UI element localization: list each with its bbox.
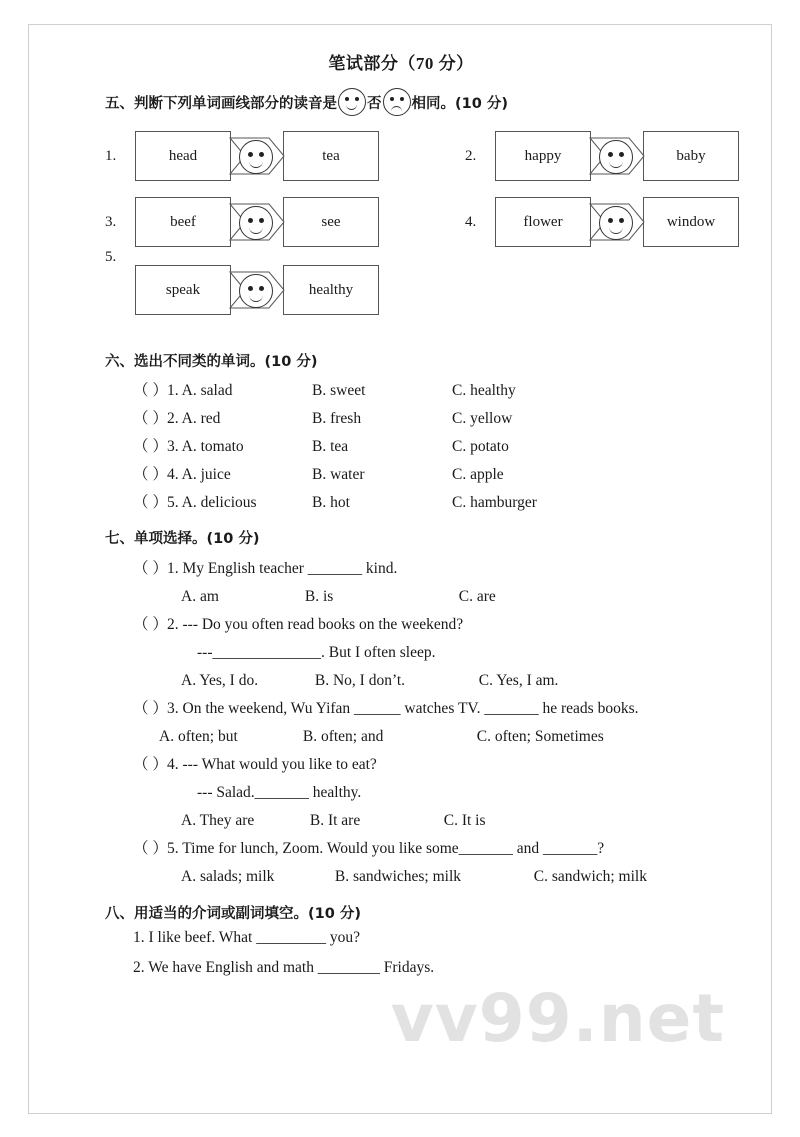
answer-paren[interactable]: （ ） — [133, 700, 168, 717]
option-b[interactable]: B. No, I don’t. — [314, 672, 406, 689]
word-pair-area — [29, 130, 773, 316]
option-a-label: A. juice — [181, 466, 231, 483]
section-8-heading: 八、用适当的介词或副词填空。(10 分) — [105, 906, 361, 922]
page-title: 笔试部分（70 分） — [328, 54, 474, 73]
pair-row — [105, 249, 773, 316]
word-box-right — [643, 197, 739, 247]
option-b[interactable]: B. It are — [309, 812, 361, 829]
question-row — [133, 461, 773, 489]
word-pair-3 — [105, 197, 379, 247]
option-b[interactable]: B. fresh — [312, 410, 362, 427]
face-icon — [599, 206, 633, 240]
word-left: speak — [165, 281, 201, 298]
pair-row — [105, 130, 773, 182]
choice-row — [181, 807, 773, 834]
section-7-heading: 七、单项选择。(10 分) — [105, 531, 260, 547]
word-box-left — [135, 131, 231, 181]
word-right: see — [321, 213, 341, 230]
option-a[interactable] — [167, 461, 312, 489]
pair-row — [105, 196, 773, 248]
option-b[interactable]: B. water — [312, 466, 365, 483]
option-a[interactable] — [167, 433, 312, 461]
pair-number: 3. — [105, 213, 117, 230]
word-box-right — [283, 197, 379, 247]
word-box-left — [135, 197, 231, 247]
word-box-right — [283, 265, 379, 315]
face-icon — [239, 206, 273, 240]
word-pair-4 — [465, 197, 739, 247]
question-row — [133, 377, 773, 405]
word-pair-1 — [105, 131, 379, 181]
option-a[interactable]: A. salads; milk — [181, 868, 275, 885]
answer-paren[interactable]: （ ） — [133, 756, 168, 773]
option-c[interactable]: C. potato — [452, 438, 509, 455]
option-a[interactable] — [167, 405, 312, 433]
option-b[interactable]: B. tea — [312, 438, 349, 455]
word-left: head — [168, 147, 198, 164]
option-c[interactable]: C. often; Sometimes — [476, 728, 604, 745]
fill-blank-row[interactable]: 2. We have English and math ________ Fridays. — [133, 959, 435, 976]
question-stem: 3. On the weekend, Wu Yifan ______ watches TV. _______ he reads books. — [167, 700, 639, 717]
option-c[interactable]: C. are — [458, 588, 496, 605]
question-extra: --- Salad._______ healthy. — [197, 784, 362, 801]
section-6-list — [29, 377, 773, 517]
judgement-arrow[interactable] — [229, 271, 285, 309]
answer-paren[interactable]: （ ） — [133, 840, 168, 857]
word-right: healthy — [308, 281, 354, 298]
option-a-label: A. salad — [181, 382, 233, 399]
face-icon — [239, 274, 273, 308]
smiley-face-icon — [338, 88, 366, 116]
choice-row — [159, 723, 773, 750]
option-a[interactable]: A. am — [181, 588, 219, 605]
option-b[interactable]: B. sandwiches; milk — [334, 868, 462, 885]
watermark: vv99.net — [390, 980, 725, 1057]
option-a[interactable] — [167, 489, 312, 517]
question-stem: 1. My English teacher _______ kind. — [167, 560, 398, 577]
option-c[interactable]: C. yellow — [452, 410, 513, 427]
question-stem-row — [133, 834, 773, 863]
option-a-label: A. red — [181, 410, 221, 427]
option-c[interactable]: C. apple — [452, 466, 504, 483]
word-right: tea — [322, 147, 340, 164]
judgement-arrow[interactable] — [229, 137, 285, 175]
option-a-label: A. delicious — [181, 494, 257, 511]
option-b[interactable]: B. hot — [312, 494, 350, 511]
option-b[interactable]: B. is — [304, 588, 334, 605]
answer-paren[interactable]: （ ） — [133, 560, 168, 577]
question-stem-row — [133, 694, 773, 723]
pair-number: 5. — [105, 249, 117, 265]
pair-number: 4. — [465, 213, 477, 230]
word-box-left — [495, 197, 591, 247]
question-stem: 4. --- What would you like to eat? — [167, 756, 377, 773]
choice-row — [181, 667, 773, 694]
option-a[interactable] — [167, 377, 312, 405]
word-left: beef — [170, 213, 196, 230]
judgement-arrow[interactable] — [589, 203, 645, 241]
question-stem-row — [133, 750, 773, 779]
option-a-label: A. tomato — [181, 438, 244, 455]
word-box-right — [283, 131, 379, 181]
frowny-face-icon — [383, 88, 411, 116]
answer-paren[interactable]: （ ） — [133, 382, 168, 399]
question-row — [133, 489, 773, 517]
question-row — [133, 433, 773, 461]
word-pair-5 — [105, 249, 379, 315]
face-icon — [599, 140, 633, 174]
word-right: window — [666, 213, 716, 230]
section-6-heading: 六、选出不同类的单词。(10 分) — [105, 354, 318, 370]
page-inner — [29, 25, 773, 1115]
section-5-heading-post: 相同。(10 分) — [411, 95, 508, 112]
word-pair-2 — [465, 131, 739, 181]
q-number: 1. — [167, 382, 179, 399]
q-number: 4. — [167, 466, 179, 483]
fill-blank-row[interactable]: 1. I like beef. What _________ you? — [133, 929, 360, 946]
option-b[interactable]: B. often; and — [302, 728, 384, 745]
option-c[interactable]: C. Yes, I am. — [478, 672, 559, 689]
q-number: 3. — [167, 438, 179, 455]
option-c[interactable]: C. healthy — [452, 382, 516, 399]
section-7-list — [29, 554, 773, 890]
answer-paren[interactable]: （ ） — [133, 410, 168, 427]
question-stem: 2. --- Do you often read books on the weekend? — [167, 616, 464, 633]
option-b[interactable]: B. sweet — [312, 382, 366, 399]
question-stem-row — [133, 554, 773, 583]
question-row — [133, 405, 773, 433]
word-box-left — [135, 265, 231, 315]
word-box-left — [495, 131, 591, 181]
word-left: flower — [523, 213, 563, 230]
option-a[interactable]: A. Yes, I do. — [181, 672, 259, 689]
answer-paren[interactable]: （ ） — [133, 494, 168, 511]
q-number: 5. — [167, 494, 179, 511]
option-c[interactable]: C. hamburger — [452, 494, 537, 511]
judgement-arrow[interactable] — [589, 137, 645, 175]
section-5-heading-pre: 五、判断下列单词画线部分的读音是 — [105, 95, 337, 112]
section-5-heading — [105, 88, 773, 116]
word-box-right — [643, 131, 739, 181]
option-c[interactable]: C. sandwich; milk — [533, 868, 647, 885]
question-extra: ---______________. But I often sleep. — [197, 644, 436, 661]
question-stem: 5. Time for lunch, Zoom. Would you like some_______ and _______? — [167, 840, 605, 857]
choice-row — [181, 583, 773, 610]
word-right: baby — [676, 147, 706, 164]
judgement-arrow[interactable] — [229, 203, 285, 241]
option-a[interactable]: A. often; but — [159, 728, 238, 745]
answer-paren[interactable]: （ ） — [133, 466, 168, 483]
face-icon — [239, 140, 273, 174]
pair-number: 1. — [105, 147, 117, 164]
answer-paren[interactable]: （ ） — [133, 438, 168, 455]
word-left: happy — [524, 147, 562, 164]
choice-row — [181, 863, 773, 890]
question-stem-row — [133, 610, 773, 639]
answer-paren[interactable]: （ ） — [133, 616, 168, 633]
option-a[interactable]: A. They are — [181, 812, 255, 829]
pair-number: 2. — [465, 147, 477, 164]
q-number: 2. — [167, 410, 179, 427]
exam-page — [28, 24, 772, 1114]
option-c[interactable]: C. It is — [443, 812, 486, 829]
section-5-heading-mid: 否 — [367, 95, 382, 112]
